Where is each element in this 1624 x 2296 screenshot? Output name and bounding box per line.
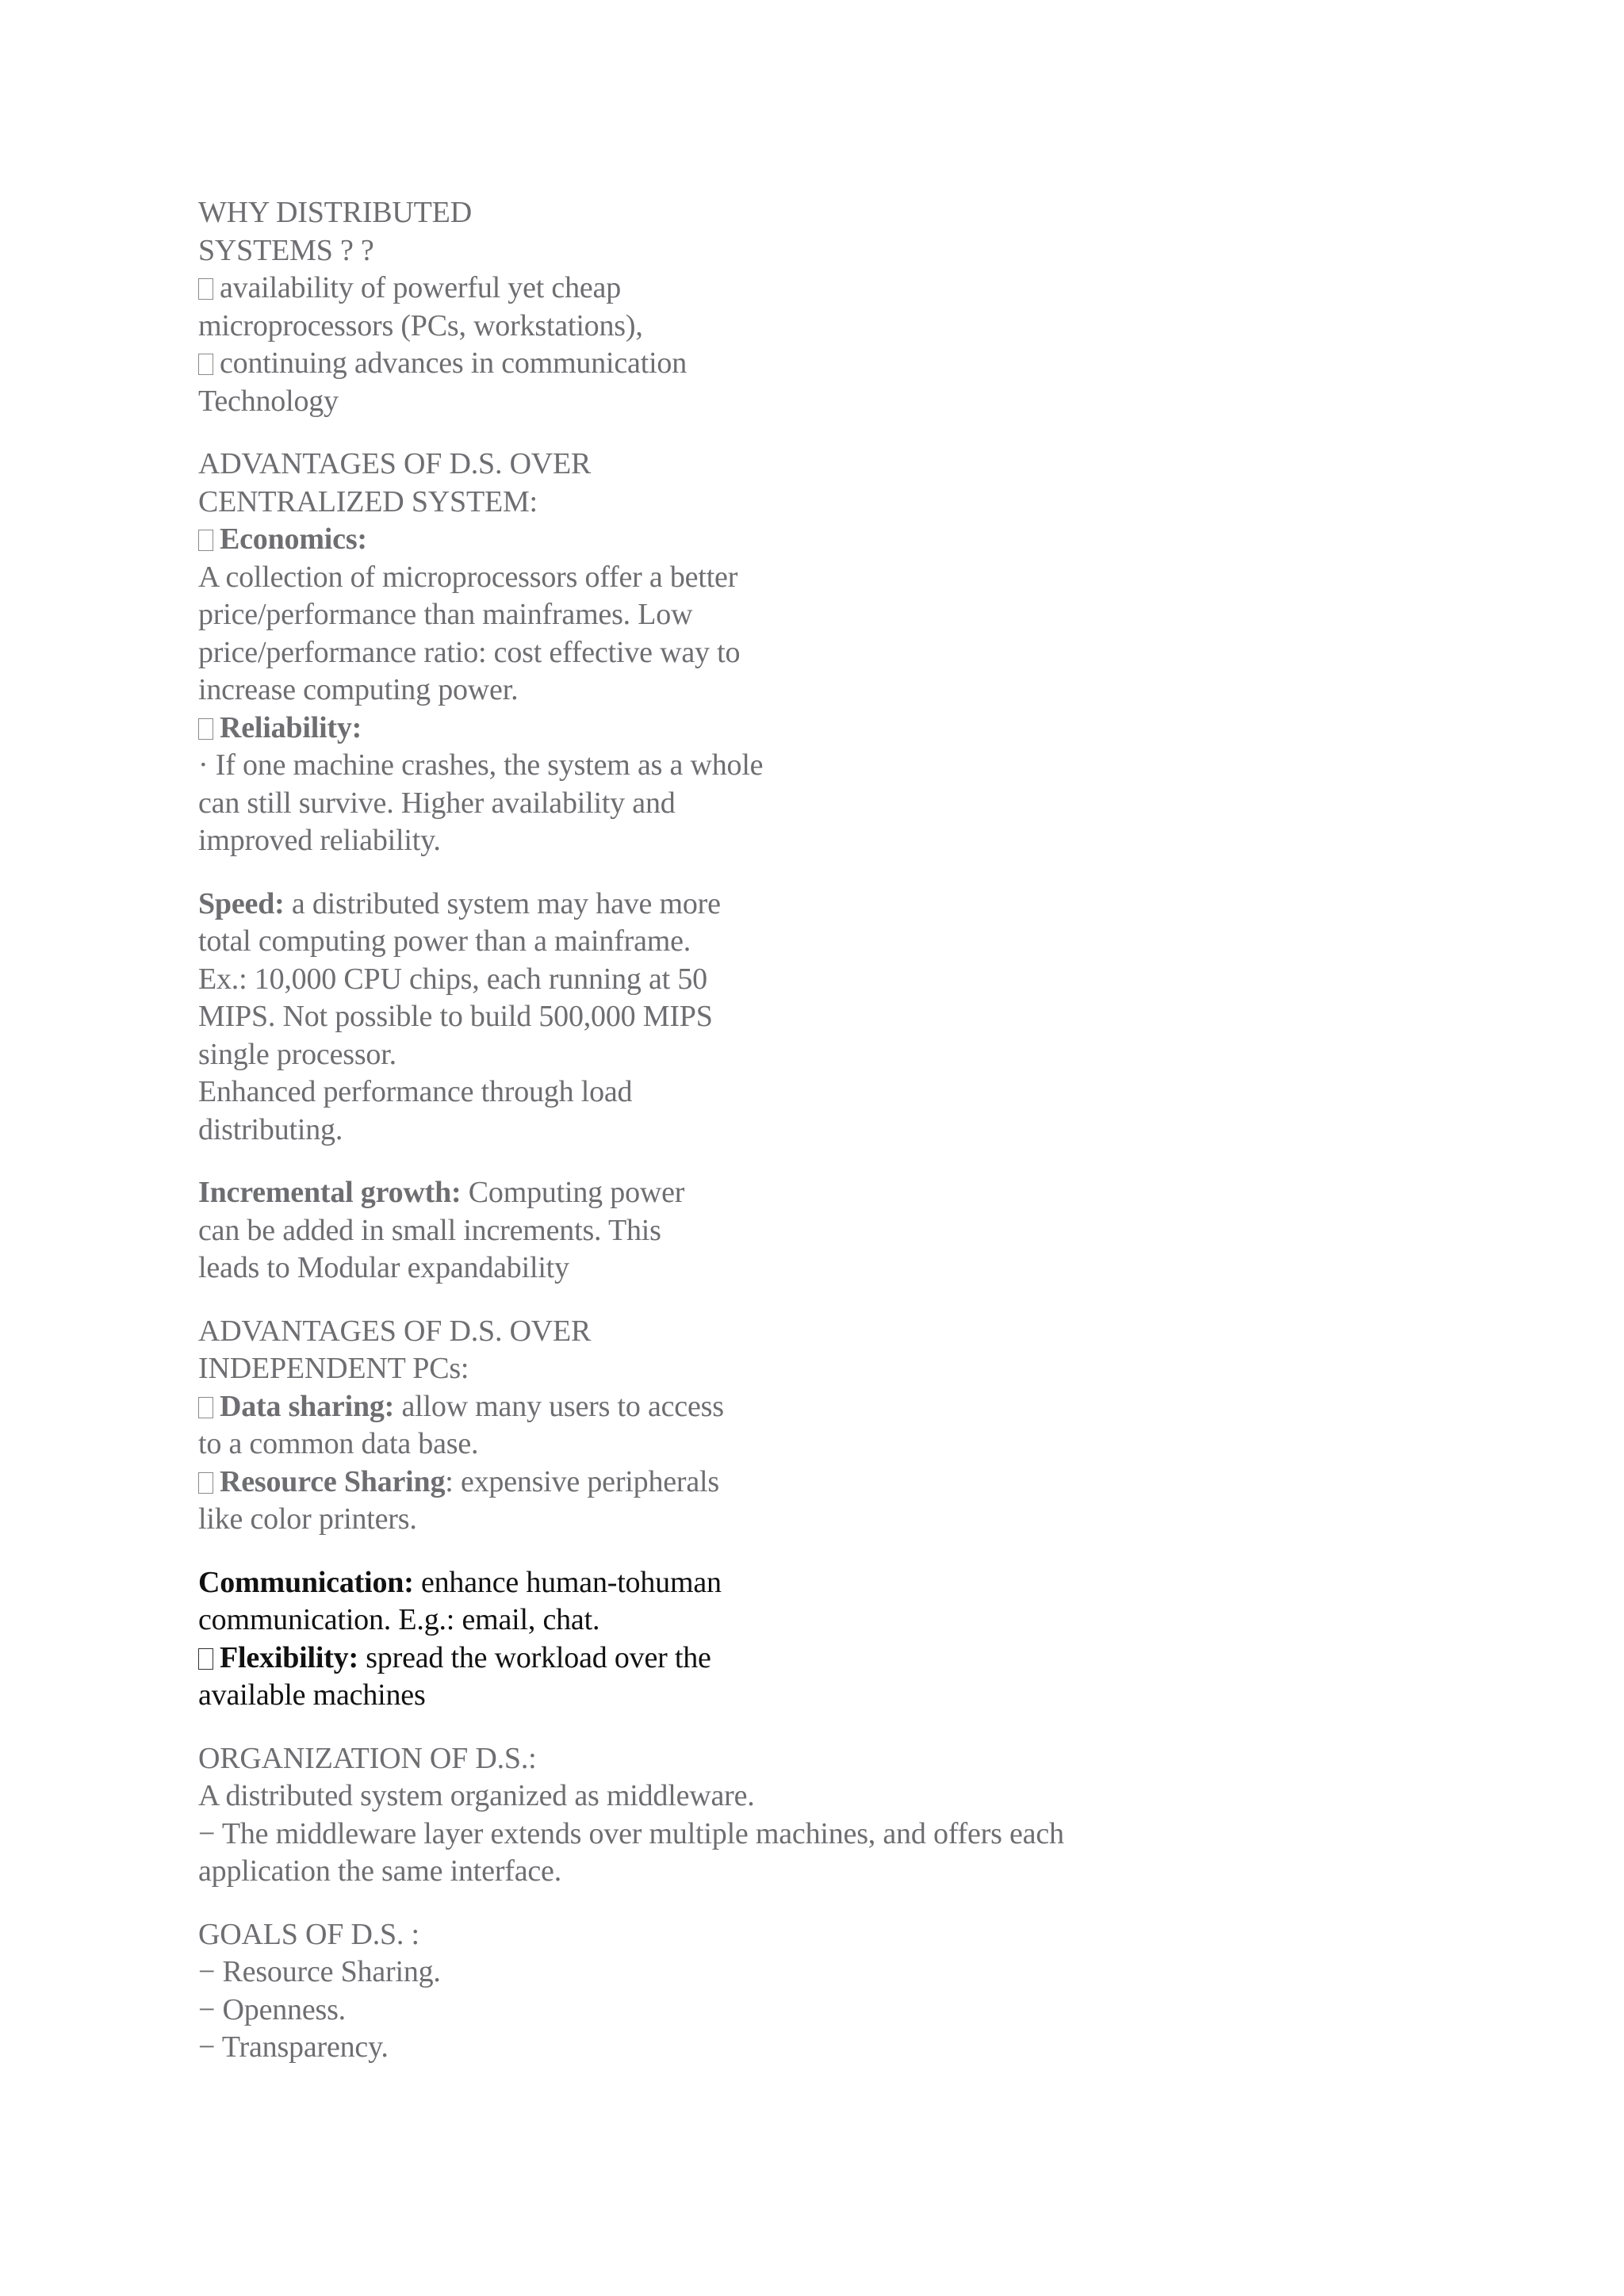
text-line: increase computing power.	[198, 673, 519, 706]
data-sharing-label: Data sharing:	[220, 1389, 395, 1423]
text-line: price/performance ratio: cost effective way to	[198, 635, 741, 669]
list-item: − Transparency.	[198, 2030, 389, 2064]
section-communication	[198, 1564, 1546, 1715]
section-organization	[198, 1740, 1546, 1891]
text-line: distributing.	[198, 1112, 343, 1146]
text-line: communication. E.g.: email, chat.	[198, 1603, 600, 1636]
section-title: WHY DISTRIBUTED	[198, 196, 472, 229]
text-line: Communication: enhance human-tohuman	[198, 1565, 722, 1599]
resource-sharing-label: Resource Sharing	[220, 1464, 446, 1498]
communication-label: Communication:	[198, 1565, 414, 1599]
flexibility-label: Flexibility:	[220, 1640, 358, 1674]
list-item: availability of powerful yet cheap	[198, 270, 1546, 308]
growth-label: Incremental growth:	[198, 1176, 462, 1209]
text-line: Ex.: 10,000 CPU chips, each running at 50	[198, 962, 707, 996]
speed-label: Speed:	[198, 886, 285, 920]
section-goals	[198, 1916, 1546, 2067]
text-line: Enhanced performance through load	[198, 1075, 633, 1108]
section-title: SYSTEMS ? ?	[198, 233, 374, 267]
bullet-box-icon	[198, 718, 213, 740]
text-line: available machines	[198, 1678, 426, 1712]
section-title: ORGANIZATION OF D.S.:	[198, 1741, 537, 1775]
list-item-flexibility: Flexibility: spread the workload over the	[198, 1640, 1546, 1678]
text-line: Incremental growth: Computing power	[198, 1176, 685, 1209]
text-line: Technology	[198, 384, 339, 418]
text-line: Speed: a distributed system may have more	[198, 886, 721, 920]
text-line: microprocessors (PCs, workstations),	[198, 308, 643, 342]
reliability-label: Reliability:	[220, 710, 362, 744]
list-item: continuing advances in communication	[198, 345, 1546, 383]
bullet-box-icon	[198, 1472, 213, 1494]
document-body	[198, 194, 1546, 2092]
text-line: single processor.	[198, 1037, 396, 1071]
text-line: like color printers.	[198, 1502, 417, 1536]
text-line: application the same interface.	[198, 1854, 562, 1888]
section-title: INDEPENDENT PCs:	[198, 1352, 469, 1385]
section-advantages-independent	[198, 1313, 1546, 1539]
text-line: · If one machine crashes, the system as a whole	[198, 748, 764, 782]
bullet-box-icon	[198, 354, 213, 375]
section-speed	[198, 886, 1546, 1150]
section-title: GOALS OF D.S. :	[198, 1917, 419, 1951]
text-line: MIPS. Not possible to build 500,000 MIPS	[198, 1000, 713, 1033]
bullet-box-icon	[198, 278, 213, 300]
text-line: to a common data base.	[198, 1427, 479, 1460]
text-line: leads to Modular expandability	[198, 1251, 569, 1284]
section-title: ADVANTAGES OF D.S. OVER	[198, 447, 592, 480]
bullet-box-icon	[198, 530, 213, 551]
bullet-box-icon	[198, 1648, 213, 1670]
section-advantages-centralized	[198, 446, 1546, 860]
text-line: price/performance than mainframes. Low	[198, 598, 693, 631]
list-item: − Resource Sharing.	[198, 1955, 441, 1988]
section-title: ADVANTAGES OF D.S. OVER	[198, 1314, 592, 1348]
text-line: A collection of microprocessors offer a better	[198, 560, 738, 594]
text-line: can still survive. Higher availability and	[198, 786, 676, 820]
text-line: − The middleware layer extends over multiple machines, and offers each	[198, 1816, 1064, 1850]
list-item-data-sharing: Data sharing: allow many users to access	[198, 1388, 1546, 1426]
economics-label: Economics:	[220, 522, 367, 556]
section-why-distributed	[198, 194, 1546, 420]
text-line: can be added in small increments. This	[198, 1213, 661, 1247]
text-line: A distributed system organized as middleware.	[198, 1779, 755, 1812]
text-line: total computing power than a mainframe.	[198, 924, 691, 958]
list-item-resource-sharing: Resource Sharing: expensive peripherals	[198, 1464, 1546, 1502]
list-item: − Openness.	[198, 1992, 346, 2026]
section-title: CENTRALIZED SYSTEM:	[198, 484, 538, 519]
list-item-economics	[198, 521, 1546, 559]
bullet-box-icon	[198, 1397, 213, 1418]
list-item-reliability	[198, 710, 1546, 748]
text-line: improved reliability.	[198, 824, 441, 857]
section-incremental-growth	[198, 1174, 1546, 1288]
